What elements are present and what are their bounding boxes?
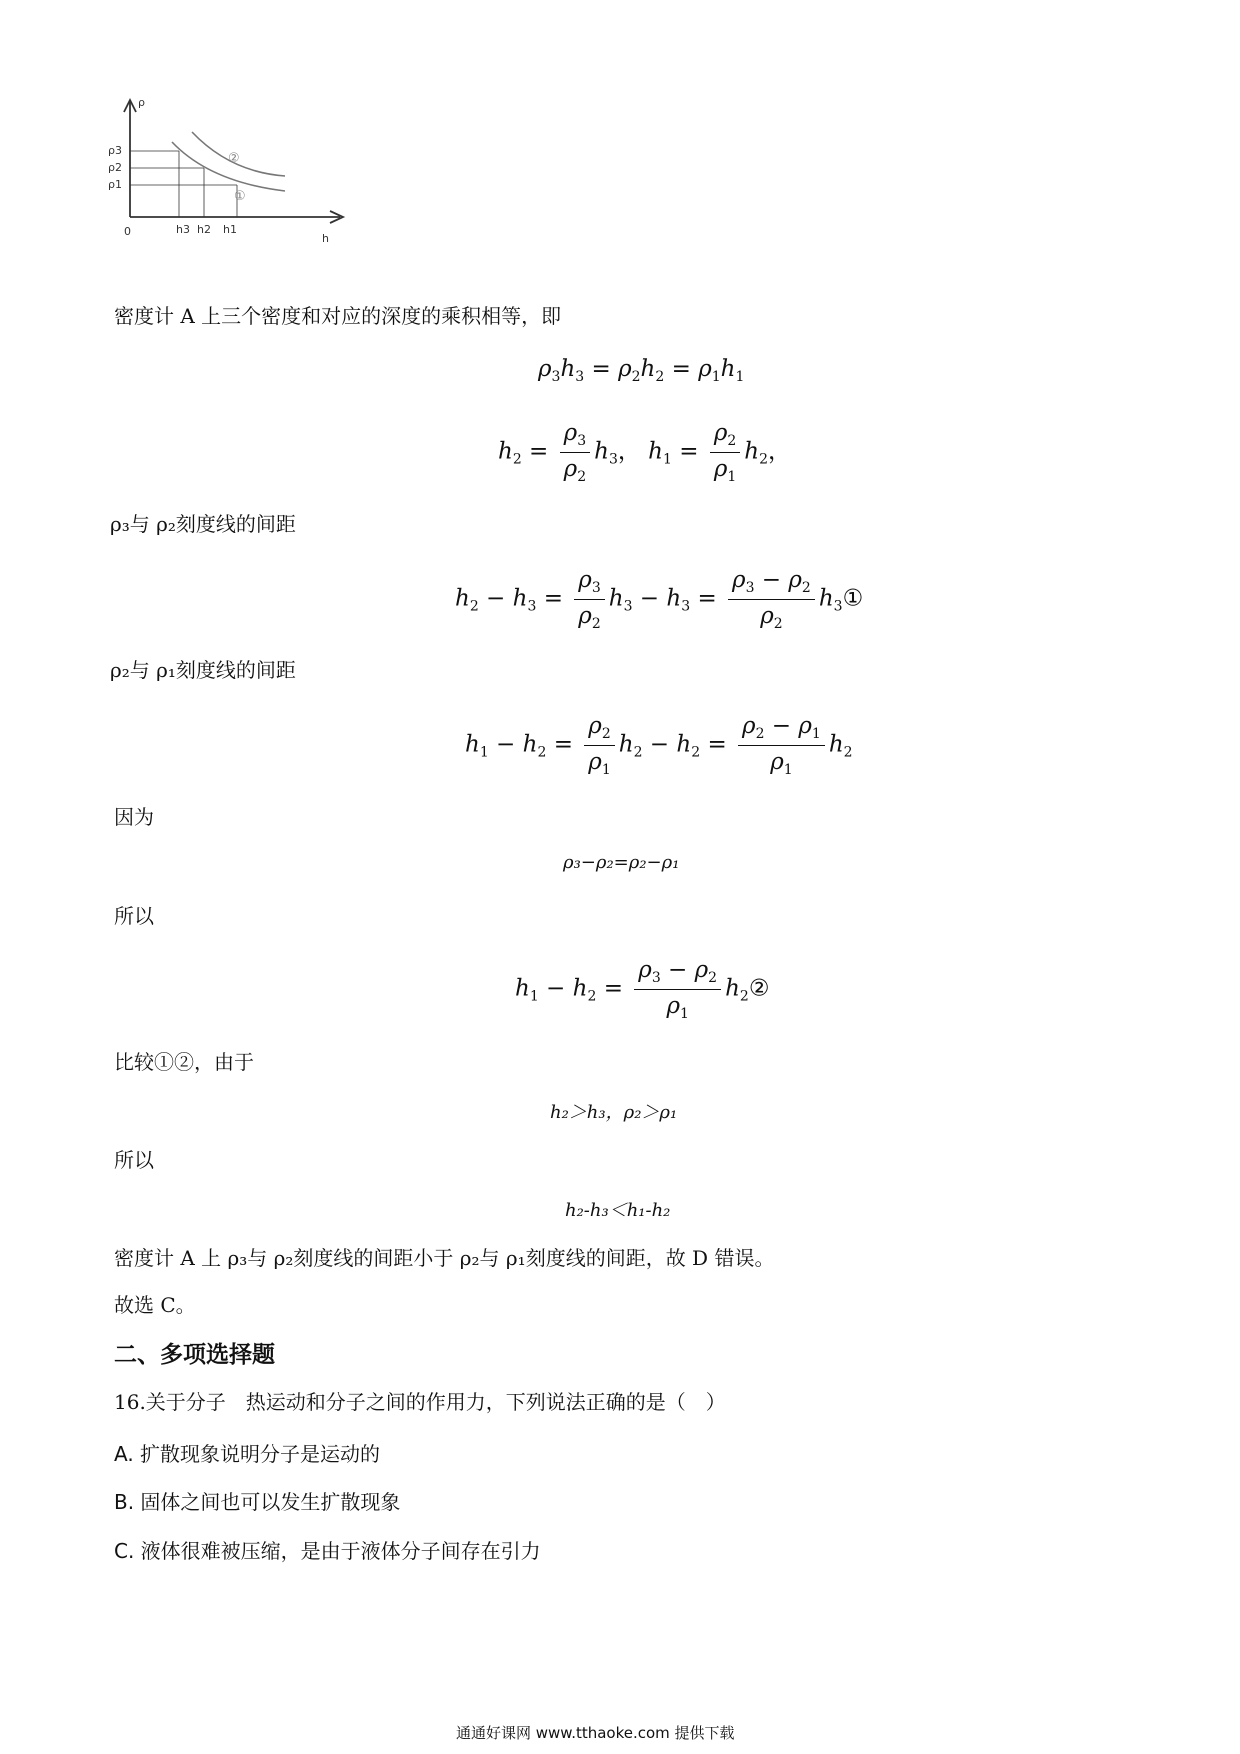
equation-two: $h_1 - h_2$ = $\frac{\rho_3 - \rho_2}{\rho_1}$ $h_2②$ [515,957,770,1022]
equation-marker-1: ① [842,585,864,612]
paragraph-5: 所以 [114,904,154,928]
equation-h1-h2: $h_1 - h_2$ = $\frac{\rho_2}{\rho_1}$ $h_2 - h_2$ = $\frac{\rho_2 - \rho_1}{\rho_1}$ $h_2$ [465,713,853,778]
y-tick-rho3: ρ3 [108,144,122,157]
y-tick-rho1: ρ1 [108,178,122,191]
equation-products: $\rho_3h_3 = \rho_2h_2 = \rho_1h_1$ [538,356,745,385]
option-b: B. 固体之间也可以发生扩散现象 [114,1490,401,1514]
axis-label-rho: ρ [138,96,145,109]
curve-label-2: ② [228,151,240,166]
origin-label: 0 [124,225,131,238]
question-16: 16.关于分子 热运动和分子之间的作用力，下列说法正确的是（ ） [114,1390,726,1414]
paragraph-3: ρ₂与 ρ₁刻度线的间距 [110,658,296,682]
section-title: 二、多项选择题 [114,1342,275,1368]
y-tick-rho2: ρ2 [108,161,122,174]
paragraph-9: 故选 C。 [114,1293,196,1317]
option-a: A. 扩散现象说明分子是运动的 [114,1442,381,1466]
equation-one: $h_2 - h_3$ = $\frac{\rho_3}{\rho_2}$ $h_3 - h_3$ = $\frac{\rho_3 - \rho_2}{\rho_2}$ $h_3①$ [455,567,864,632]
paragraph-4: 因为 [114,805,154,829]
equation-result: h₂-h₃＜h₁-h₂ [565,1200,671,1221]
equation-depth-ratios: $h_2$ = $\frac{\rho_3}{\rho_2}$ $h_3$， $h_1$ = $\frac{\rho_2}{\rho_1}$ $h_2$， [498,420,792,485]
paragraph-6: 比较①②，由于 [114,1050,254,1074]
equation-because: ρ₃−ρ₂=ρ₂−ρ₁ [563,852,680,873]
density-depth-graph [100,92,360,252]
equation-marker-2: ② [748,975,770,1002]
option-c: C. 液体很难被压缩，是由于液体分子间存在引力 [114,1539,541,1563]
curve-1 [172,142,285,191]
x-tick-h2: h2 [197,223,211,236]
page-footer: 通通好课网 www.tthaoke.com 提供下载 [456,1724,735,1742]
curve-label-1: ① [234,189,246,204]
equation-since: h₂＞h₃，ρ₂＞ρ₁ [550,1102,678,1123]
x-tick-h3: h3 [176,223,190,236]
paragraph-8: 密度计 A 上 ρ₃与 ρ₂刻度线的间距小于 ρ₂与 ρ₁刻度线的间距，故 D 错误。 [114,1246,775,1270]
paragraph-2: ρ₃与 ρ₂刻度线的间距 [110,512,296,536]
x-tick-h1: h1 [223,223,237,236]
axis-label-h: h [322,232,329,245]
paragraph-1: 密度计 A 上三个密度和对应的深度的乘积相等，即 [114,304,562,328]
paragraph-7: 所以 [114,1148,154,1172]
